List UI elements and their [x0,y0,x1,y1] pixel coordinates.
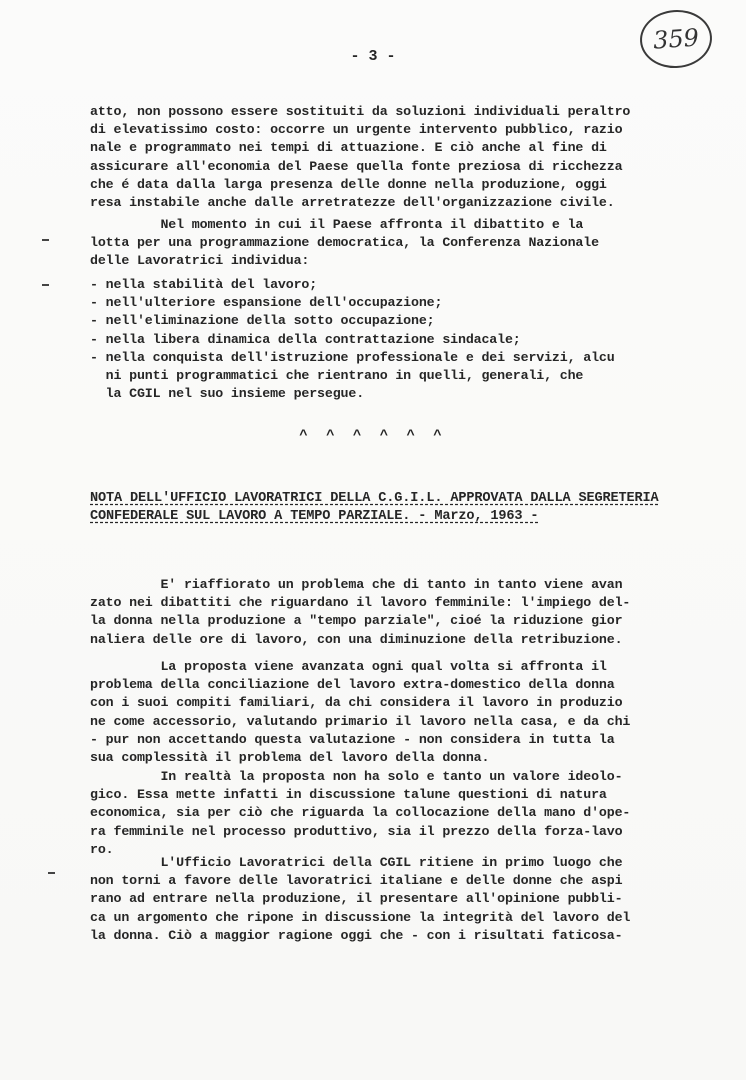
paragraph-1: atto, non possono essere sostituiti da soluzioni individuali peraltro di elevatissimo costo: occorre un urgente intervento pubblico, razio nale e programmato nei tempi di attuazione. E ciò anche al fine di assicurare all'economia del Paese quella fonte preziosa di ricchezza che é data dalla larga presenza delle donne nella produzione, oggi resa instabile anche dalle arretratezze dell'organizzazione civile. [90,104,631,211]
paragraph-3: E' riaffiorato un problema che di tanto in tanto viene avan zato nei dibattiti che riguardano il lavoro femminile: l'impiego del- la donna nella produzione a "tempo parziale", cioé la riduzione gior naliera delle ore di lavoro, con una diminuzione della retribuzione. [90,577,631,647]
margin-dash [42,239,49,241]
paragraph-4: La proposta viene avanzata ogni qual volta si affronta il problema della conciliazione del lavoro extra-domestico della donna con i suoi compiti familiari, da chi considera il lavoro in produzio ne come accessorio, valutando primario il lavoro nella casa, e da chi - pur non accettando questa valutazione - non considera in tutta la sua complessità il problema del lavoro della donna. [90,659,631,766]
paragraph-2: Nel momento in cui il Paese affronta il dibattito e la lotta per una programmazione democratica, la Conferenza Nazionale delle Lavoratrici individua: [90,217,599,269]
paragraph-5: In realtà la proposta non ha solo e tanto un valore ideolo- gico. Essa mette infatti in discussione talune questioni di natura economica, sia per ciò che riguarda la collocazione della mano d'ope- ra femminile nel processo produttivo, sia il prezzo della forza-lavo ro. [90,769,631,857]
page-number: - 3 - [350,48,396,65]
bullet-list: - nella stabilità del lavoro; - nell'ulteriore espansione dell'occupazione; - nell'eliminazione della sotto occupazione; - nella libera dinamica della contrattazione sindacale; - nella conquista dell'istruzione professionale e dei servizi, alcu ni punti programmatici che rientrano in quelli, generali, che la CGIL nel suo insieme persegue. [90,277,615,402]
stamp-number: 359 [652,23,700,55]
paragraph-6: L'Ufficio Lavoratrici della CGIL ritiene in primo luogo che non torni a favore delle lavoratrici italiane e delle donne che aspi rano ad entrare nella produzione, il presentare all'opinione pubbli- ca un argomento che ripone in discussione la integrità del lavoro del la donna. Ciò a maggior ragione oggi che - con i risultati faticosa- [90,855,631,943]
section-heading: NOTA DELL'UFFICIO LAVORATRICI DELLA C.G.I.L. APPROVATA DALLA SEGRETERIA CONFEDERALE SUL LAVORO A TEMPO PARZIALE. - Marzo, 1963 - [90,491,659,525]
section-separator: ^ ^ ^ ^ ^ ^ [299,428,447,444]
margin-dash [42,284,49,286]
margin-dash [48,872,55,874]
